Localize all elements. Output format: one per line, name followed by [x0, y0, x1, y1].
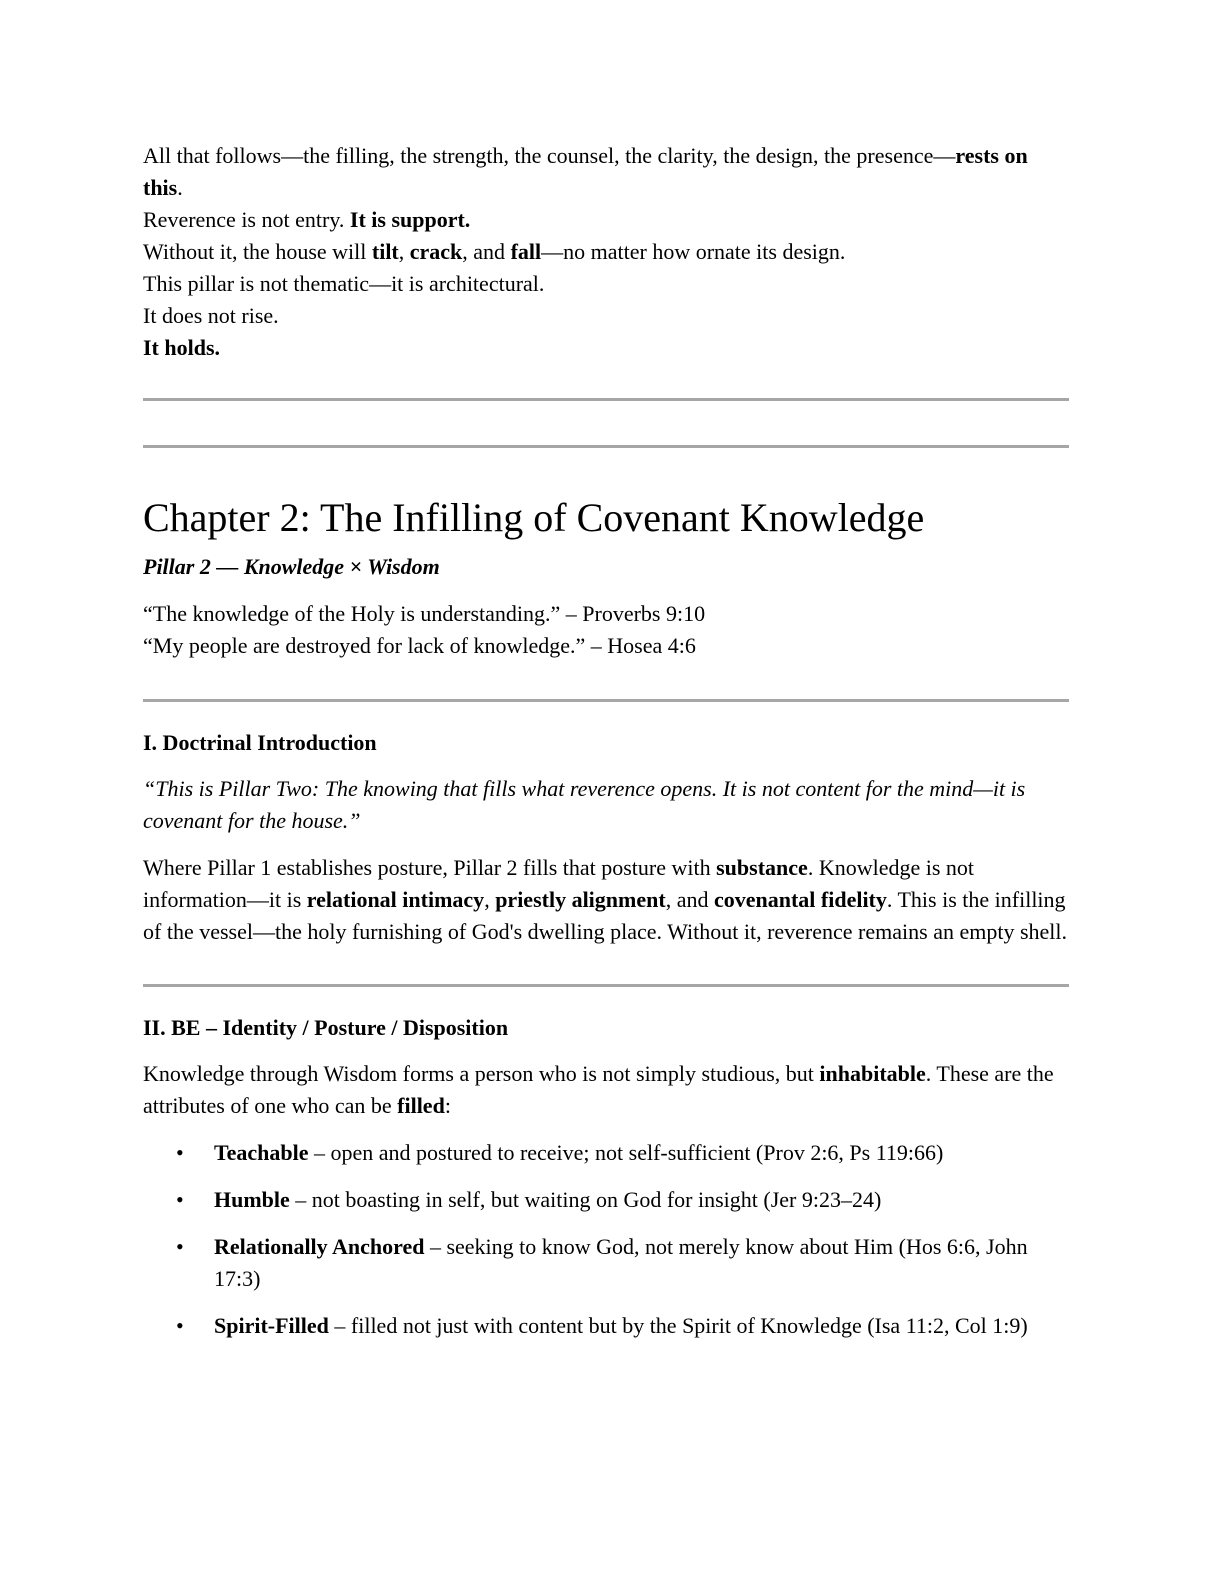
horizontal-divider — [143, 445, 1069, 448]
epigraph-quotes — [143, 598, 1069, 662]
list-item — [143, 1310, 1069, 1342]
text-span: —no matter how ornate its design. — [541, 239, 846, 264]
list-item-desc: – open and postured to receive; not self-sufficient (Prov 2:6, Ps 119:66) — [308, 1140, 944, 1165]
list-item-desc: – filled not just with content but by the Spirit of Knowledge (Isa 11:2, Col 1:9) — [328, 1313, 1028, 1338]
list-item-desc: – seeking to know God, not merely know about Him (Hos 6:6, John 17:3) — [214, 1234, 1028, 1291]
bullet-icon: • — [176, 1140, 184, 1165]
text-span: All that follows—the filling, the strength, the counsel, the clarity, the design, the presence— — [143, 143, 956, 168]
horizontal-divider — [143, 984, 1069, 987]
intro-line — [143, 140, 1069, 204]
list-item-term: Humble — [214, 1187, 290, 1212]
list-item — [143, 1184, 1069, 1216]
text-span: . These are the attributes of one who can be — [143, 1061, 1054, 1118]
document-page — [143, 140, 1069, 1357]
text-span: Where Pillar 1 establishes posture, Pillar 2 fills that posture with — [143, 855, 717, 880]
bold-span: inhabitable — [819, 1061, 926, 1086]
text-span: Without it, the house will — [143, 239, 372, 264]
bold-span: It holds. — [143, 335, 221, 360]
horizontal-divider — [143, 699, 1069, 702]
chapter-subtitle: Pillar 2 — Knowledge × Wisdom — [143, 554, 440, 579]
section-heading: I. Doctrinal Introduction — [143, 730, 377, 755]
section-paragraph — [143, 852, 1069, 948]
text-span: . — [177, 175, 183, 200]
section-paragraph — [143, 1058, 1069, 1122]
horizontal-divider — [143, 398, 1069, 401]
text-span: , and — [462, 239, 511, 264]
section-quote: “This is Pillar Two: The knowing that fills what reverence opens. It is not content for the mind—it is covenant for the house.” — [143, 776, 1026, 833]
text-span: , — [484, 887, 496, 912]
list-item — [143, 1137, 1069, 1169]
bold-span: relational intimacy — [306, 887, 485, 912]
chapter-title: Chapter 2: The Infilling of Covenant Knowledge — [143, 495, 925, 540]
bullet-icon: • — [176, 1313, 184, 1338]
list-item-desc: – not boasting in self, but waiting on God for insight (Jer 9:23–24) — [289, 1187, 882, 1212]
intro-line — [143, 236, 1069, 268]
intro-line — [143, 204, 1069, 236]
text-span: , — [398, 239, 410, 264]
section-heading: II. BE – Identity / Posture / Disposition — [143, 1015, 509, 1040]
bold-span: crack — [409, 239, 463, 264]
text-span: , and — [665, 887, 714, 912]
intro-line — [143, 332, 1069, 364]
bullet-icon: • — [176, 1187, 184, 1212]
text-span: Reverence is not entry. — [143, 207, 350, 232]
intro-line: It does not rise. — [143, 303, 279, 328]
bold-span: priestly alignment — [495, 887, 666, 912]
epigraph-quote: “My people are destroyed for lack of knowledge.” – Hosea 4:6 — [143, 633, 696, 658]
intro-line: This pillar is not thematic—it is architectural. — [143, 271, 545, 296]
bold-span: rests on this — [143, 143, 1028, 200]
list-item — [143, 1231, 1069, 1295]
intro-block — [143, 140, 1069, 364]
list-item-term: Teachable — [214, 1140, 309, 1165]
bold-span: covenantal fidelity — [713, 887, 887, 912]
bold-span: substance — [716, 855, 808, 880]
text-span: . This is the infilling of the vessel—the holy furnishing of God's dwelling place. Without it, reverence remains an empty shell. — [143, 887, 1067, 944]
text-span: : — [444, 1093, 451, 1118]
epigraph-quote: “The knowledge of the Holy is understanding.” – Proverbs 9:10 — [143, 601, 706, 626]
attribute-list — [143, 1137, 1069, 1342]
bold-span: tilt — [371, 239, 399, 264]
text-span: Knowledge through Wisdom forms a person who is not simply studious, but — [143, 1061, 820, 1086]
text-span: . Knowledge is not information—it is — [143, 855, 975, 912]
bold-span: fall — [510, 239, 542, 264]
bold-span: filled — [397, 1093, 445, 1118]
bullet-icon: • — [176, 1234, 184, 1259]
list-item-term: Spirit-Filled — [214, 1313, 329, 1338]
bold-span: It is support. — [349, 207, 471, 232]
list-item-term: Relationally Anchored — [214, 1234, 425, 1259]
